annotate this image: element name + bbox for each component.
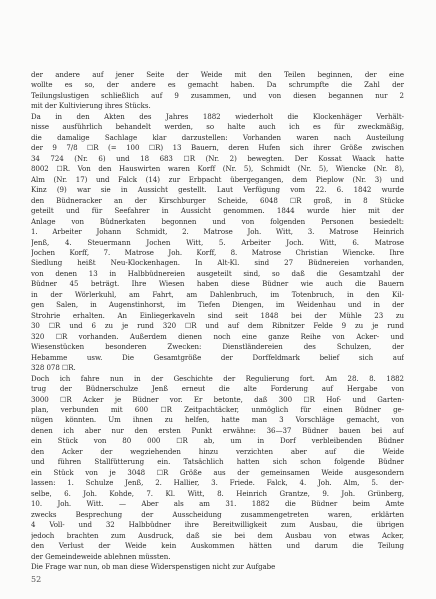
text-line: wollte es so, der andere es gemacht haben. Da schrumpfte die Zahl der	[31, 80, 404, 90]
text-line: 34 724 (Nr. 6) und 18 683 ☐R (Nr. 2) bewegten. Der Kossat Waack hatte	[31, 153, 404, 163]
text-line: Jenß, 4. Steuermann Jochen Witt, 5. Arbeiter Joch. Witt, 6. Matrose	[31, 237, 404, 247]
text-line: zwecks Besprechung der Ausscheidung zusammengetreten waren, erklärten	[31, 509, 404, 519]
text-line: trug der Büdnerschulze Jenß erneut die alte Forderung auf Hergabe von	[31, 384, 404, 394]
text-line: Wiesenstücken besonderen Zwecken: Dienstländereien des Schulzen, der	[31, 342, 404, 352]
text-line: mit der Kultivierung ihres Stücks.	[31, 101, 151, 111]
text-line: 3000 ☐R Acker je Büdner vor. Er betonte, daß 300 ☐R Hof- und Garten-	[31, 394, 404, 404]
text-line: nisse ausführlich behandelt werden, so halte auch ich es für zweckmäßig,	[31, 122, 404, 132]
text-line: Strohrie erhalten. An Einliegerkaveln sind seit 1848 bei der Mühle 23 zu	[31, 310, 404, 320]
text-line: Die Frage war nun, ob man diese Widerspenstigen nicht zur Aufgabe	[31, 562, 276, 572]
text-line: der Gemeindeweide ablehnen müssten.	[31, 551, 171, 561]
text-line: Büdner 45 beträgt. Ihre Wiesen haben diese Büdner wie auch die Bauern	[31, 279, 404, 289]
text-line: ein Stück von 80 000 ☐R ab, um in Dorf verbleibenden Büdner	[31, 436, 404, 446]
text-line: nügen könnten. Um ihnen zu helfen, hatte man 3 Vorschläge gemacht, von	[31, 415, 404, 425]
text-line: Jochen Korff, 7. Matrose Joh. Korff, 8. Matrose Christian Wiencke. Ihre	[31, 247, 404, 257]
text-line: Kinz (9) war sie in Aussicht gestellt. Laut Verfügung vom 22. 6. 1842 wurde	[31, 185, 404, 195]
text-line: die damalige Sachlage klar darzustellen: Vorhanden waren nach Austeilung	[31, 132, 404, 142]
text-line: Hebamme usw. Die Gesamtgröße der Dorffeldmark belief sich auf	[31, 352, 404, 362]
text-line: von denen 13 in Halbbüdnereien ausgeteilt sind, so daß die Gesamtzahl der	[31, 268, 404, 278]
text-line: der 9 7/8 ☐R (= 100 ☐R) 13 Bauern, deren Hufen sich ihrer Größe zwischen	[31, 143, 404, 153]
text-line: 8002 ☐R. Von den Hauswirten waren Korff (Nr. 5), Schmidt (Nr. 5), Wiencke (Nr. 8),	[31, 164, 404, 174]
text-line: in der Wörlerkuhl, am Fahrt, am Dahlenbruch, im Totenbruch, in den Kil-	[31, 289, 404, 299]
text-line: Doch ich fahre nun in der Geschichte der Regulierung fort. Am 28. 8. 1882	[31, 373, 404, 383]
text-line: plan, verbunden mit 600 ☐R Zeitpachtäcker, unmöglich für einen Büdner ge-	[31, 405, 404, 414]
text-line: 1. Arbeiter Johann Schmidt, 2. Matrose Joh. Witt, 3. Matrose Heinrich	[31, 227, 404, 237]
text-line: 4 Voll- und 32 Halbbüdner ihre Bereitwilligkeit zum Ausbau, die übrigen	[31, 520, 404, 530]
text-line: Anlage von Büdnerkaten begonnen und von folgenden Personen besiedelt:	[31, 216, 404, 226]
text-line: Siedlung heißt Neu-Klockenhagen. In Alt-Kl. sind 27 Büdnereien vorhanden,	[31, 258, 404, 268]
text-line: ein Stück von je 3048 ☐R Größe aus der gemeinsamen Weide ausgesondern	[31, 467, 404, 477]
text-line: gen Salen, in Augenstinhorst, im Tiefen Diengen, im Weidenhau und in der	[31, 300, 404, 310]
text-line: Alm (Nr. 17) und Falck (14) zur Erbpacht übergegangen, dem Pieplow (Nr. 3) und	[31, 174, 404, 184]
text-line: den Acker der wegziehenden hinzu verzichten aber auf die Weide	[31, 446, 404, 456]
body-text	[31, 70, 404, 573]
text-line: denen ich aber nur den ersten Punkt erwähne: 36—37 Büdner bauen bei auf	[31, 425, 404, 435]
page-number: 52	[31, 575, 42, 584]
text-line: 30 ☐R und 6 zu je rund 320 ☐R und auf dem Ribnitzer Felde 9 zu je rund	[31, 321, 404, 331]
text-line: 10. Joh. Witt. — Aber als am 31. 1882 die Büdner beim Amte	[31, 499, 404, 509]
text-line: selbe, 6. Joh. Kohde, 7. Kl. Witt, 8. Heinrich Grantze, 9. Joh. Grünberg,	[31, 488, 404, 498]
text-line: geteilt und für Seefahrer in Aussicht genommen. 1844 wurde hier mit der	[31, 206, 404, 216]
text-line: lassen: 1. Schulze Jenß, 2. Hallier, 3. Friede. Falck, 4. Joh. Alm, 5. der-	[31, 478, 404, 488]
text-line: Da in den Akten des Jahres 1882 wiederholt die Klockenhäger Verhält-	[31, 111, 404, 121]
text-line: 328 078 ☐R.	[31, 363, 76, 373]
text-line: 320 ☐R vorhanden. Außerdem dienen noch eine ganze Reihe von Acker- und	[31, 331, 404, 341]
text-line: der andere auf jener Seite der Weide mit den Teilen beginnen, der eine	[31, 70, 404, 79]
text-line: Teilungslustigen schließlich auf 9 zusammen, und von diesen begannen nur 2	[31, 90, 404, 100]
text-line: den Büdneracker an der Kirschburger Scheide, 6048 ☐R groß, in 8 Stücke	[31, 195, 404, 205]
text-line: jedoch brachten zum Ausdruck, daß sie bei dem Ausbau von etwas Acker,	[31, 530, 404, 540]
text-line: den Verlust der Weide kein Auskommen hätten und darum die Teilung	[31, 541, 404, 551]
text-line: und führen Stallfütterung ein. Tatsächlich hatten sich schon folgende Büdner	[31, 457, 404, 467]
